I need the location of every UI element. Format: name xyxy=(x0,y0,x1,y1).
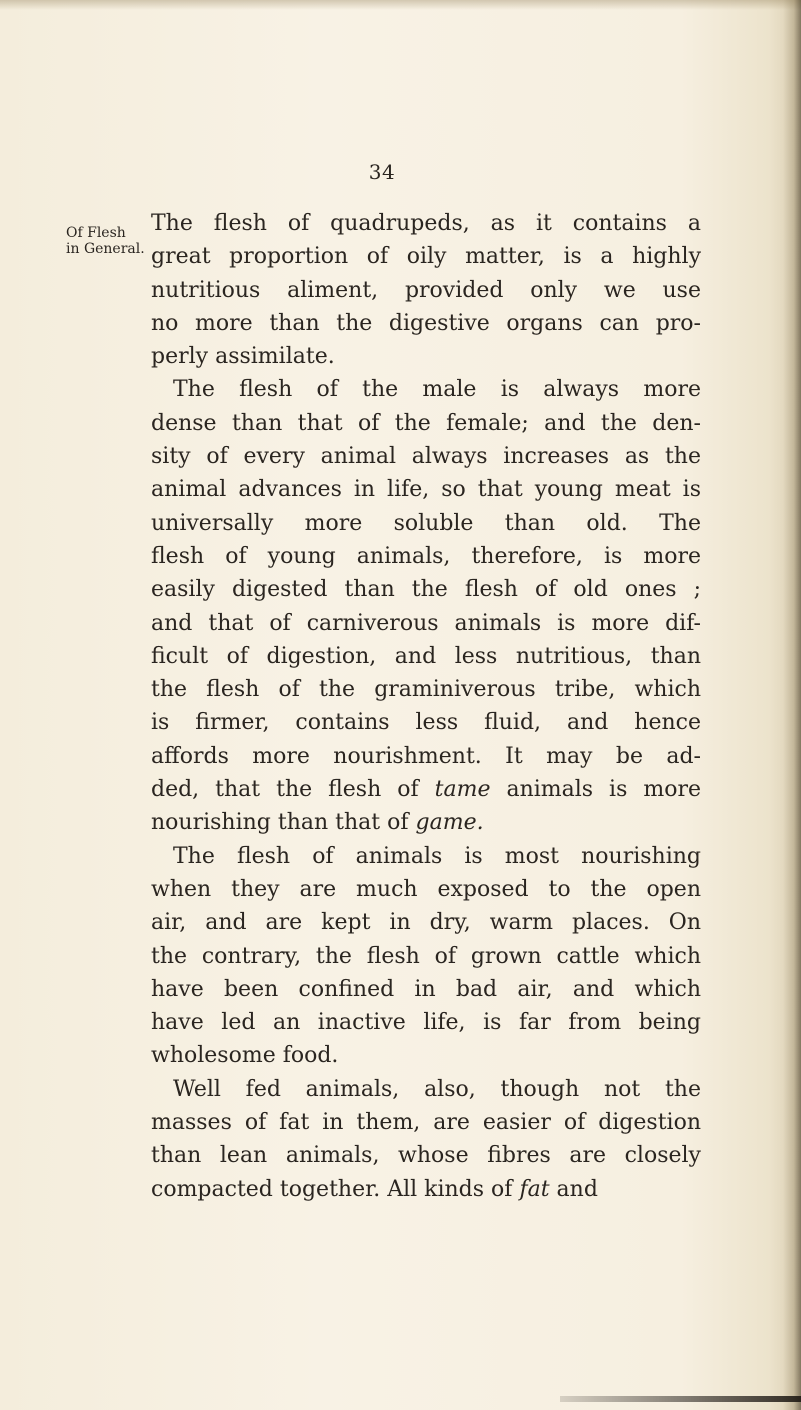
text-line xyxy=(151,1106,701,1139)
body-text xyxy=(151,207,701,1206)
text-segment: masses of fat in them, are easier of digestion xyxy=(151,1110,701,1136)
marginal-note xyxy=(66,225,146,257)
text-segment: the flesh of the graminiverous tribe, which xyxy=(151,677,701,703)
text-line xyxy=(151,706,701,739)
text-segment: have led an inactive life, is far from being xyxy=(151,1010,701,1036)
text-line xyxy=(151,573,701,606)
text-line xyxy=(151,473,701,506)
text-line xyxy=(151,1073,701,1106)
text-segment: when they are much exposed to the open xyxy=(151,876,701,902)
text-segment: compacted together. All kinds of xyxy=(151,1176,520,1202)
italic-word: fat xyxy=(519,1176,550,1202)
text-line xyxy=(151,1173,701,1206)
page-binding-shadow xyxy=(783,0,801,1410)
text-segment: air, and are kept in dry, warm places. On xyxy=(151,910,701,936)
text-line xyxy=(151,840,701,873)
text-line xyxy=(151,1039,701,1072)
text-segment: sity of every animal always increases as the xyxy=(151,444,701,470)
text-segment: The flesh of animals is most nourishing xyxy=(173,843,701,869)
text-line xyxy=(151,207,701,240)
text-line xyxy=(151,507,701,540)
text-segment: and xyxy=(549,1176,598,1202)
text-line xyxy=(151,806,701,839)
italic-word: tame xyxy=(434,777,491,803)
text-line xyxy=(151,873,701,906)
text-segment: animals is more xyxy=(490,777,702,803)
text-line xyxy=(151,440,701,473)
italic-word: game. xyxy=(415,810,484,836)
text-line xyxy=(151,740,701,773)
text-segment: animal advances in life, so that young meat is xyxy=(151,477,701,503)
text-segment: wholesome food. xyxy=(151,1043,339,1069)
text-line xyxy=(151,373,701,406)
text-segment: than lean animals, whose fibres are closely xyxy=(151,1143,701,1169)
text-segment: The flesh of quadrupeds, as it contains a xyxy=(151,211,701,236)
text-segment: Well fed animals, also, though not the xyxy=(173,1076,701,1102)
text-line xyxy=(151,1006,701,1039)
text-segment: perly assimilate. xyxy=(151,344,335,370)
text-segment: nutritious aliment, provided only we use xyxy=(151,277,701,303)
text-line xyxy=(151,274,701,307)
page-top-shadow xyxy=(0,0,801,10)
text-segment: flesh of young animals, therefore, is more xyxy=(151,543,701,569)
text-segment: ded, that the flesh of xyxy=(151,777,435,803)
text-segment: ficult of digestion, and less nutritious, than xyxy=(151,643,701,669)
marginal-note-line: in General. xyxy=(66,241,145,257)
text-segment: affords more nourishment. It may be ad- xyxy=(151,743,701,769)
text-segment: great proportion of oily matter, is a highly xyxy=(151,244,701,270)
text-line xyxy=(151,906,701,939)
text-segment: is firmer, contains less fluid, and hence xyxy=(151,710,701,736)
page-number: 34 xyxy=(368,160,396,184)
text-segment: universally more soluble than old. The xyxy=(151,510,701,536)
text-line xyxy=(151,940,701,973)
text-line xyxy=(151,640,701,673)
text-segment: no more than the digestive organs can pro- xyxy=(151,310,701,336)
text-segment: dense than that of the female; and the den- xyxy=(151,410,701,436)
text-line xyxy=(151,307,701,340)
text-line xyxy=(151,973,701,1006)
text-segment: and that of carniverous animals is more dif- xyxy=(151,610,701,636)
text-line xyxy=(151,607,701,640)
text-segment: have been confined in bad air, and which xyxy=(151,976,701,1002)
bottom-edge-rule xyxy=(560,1396,801,1402)
text-line xyxy=(151,773,701,806)
text-line xyxy=(151,240,701,273)
text-line xyxy=(151,340,701,373)
text-segment: The flesh of the male is always more xyxy=(173,377,701,403)
text-segment: easily digested than the flesh of old ones ; xyxy=(151,577,701,603)
text-line xyxy=(151,673,701,706)
text-segment: the contrary, the flesh of grown cattle which xyxy=(151,943,701,969)
text-line xyxy=(151,1139,701,1172)
marginal-note-line: Of Flesh xyxy=(66,225,126,241)
text-line xyxy=(151,407,701,440)
text-line xyxy=(151,540,701,573)
text-segment: nourishing than that of xyxy=(151,810,416,836)
